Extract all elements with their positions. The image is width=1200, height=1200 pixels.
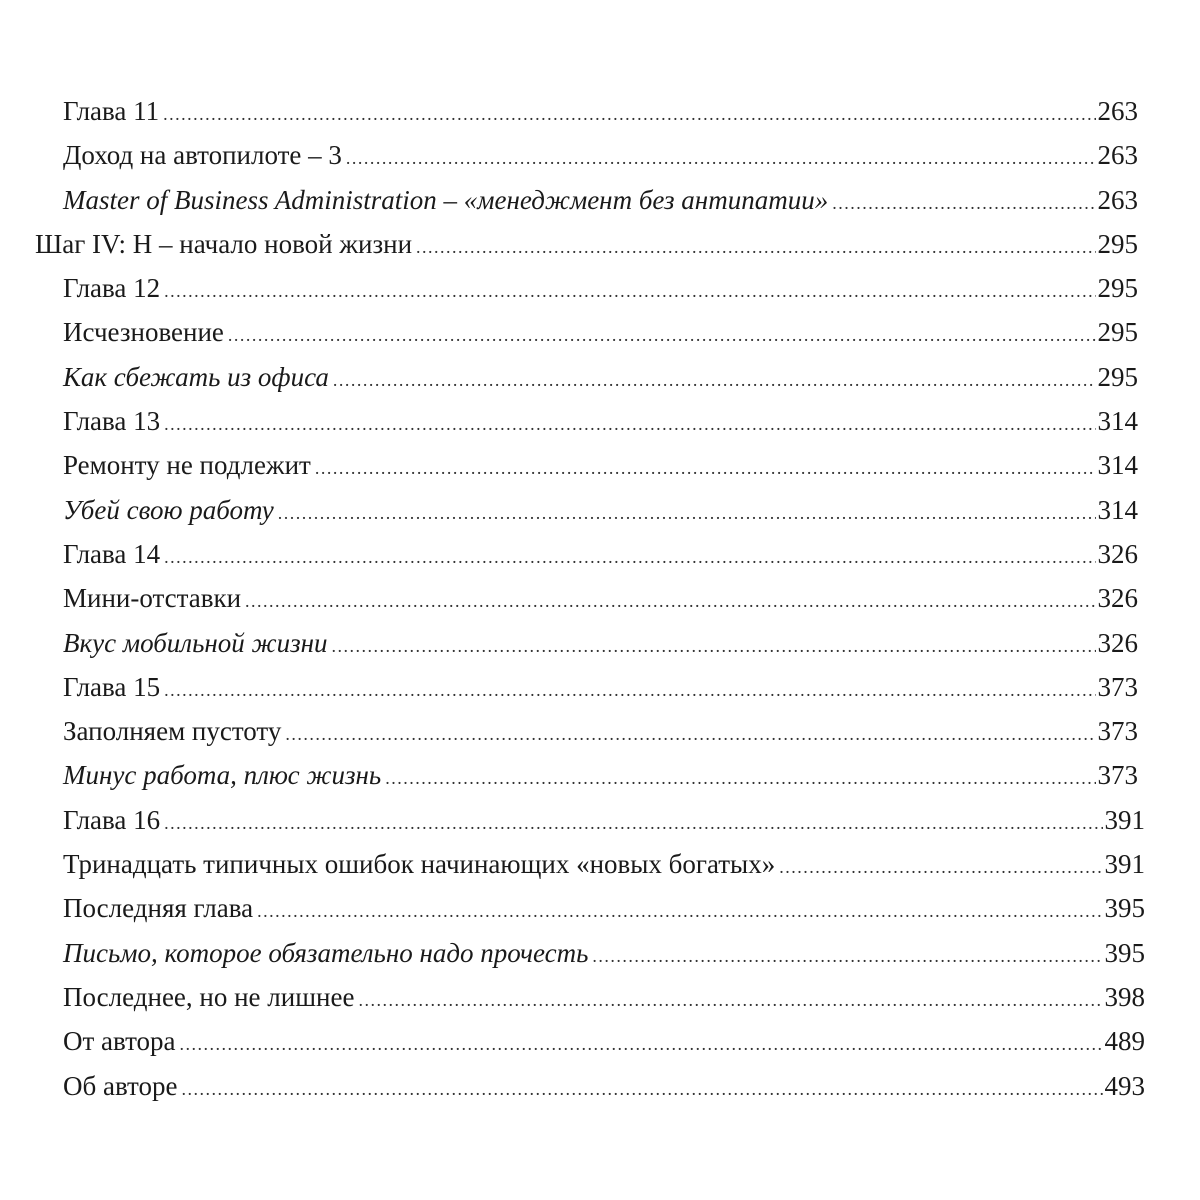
dot-leader [385, 756, 1095, 800]
dot-leader [278, 491, 1096, 535]
dot-leader [164, 668, 1095, 712]
toc-entry-title: Мини-отставки [63, 583, 242, 614]
toc-entry-title: Письмо, которое обязательно надо прочесть [63, 937, 589, 968]
toc-entry-title: Последняя глава [63, 893, 254, 924]
toc-entry-page-number: 391 [1104, 849, 1145, 880]
toc-entry-title: Тринадцать типичных ошибок начинающих «новых богатых» [63, 849, 776, 880]
toc-entry-title: Глава 16 [63, 804, 161, 835]
toc-entry-title: Как сбежать из офиса [63, 361, 329, 392]
dot-leader [181, 1067, 1102, 1111]
toc-entry-title: Ремонту не подлежит [63, 450, 311, 481]
toc-entry [0, 222, 1200, 266]
toc-entry [0, 753, 1200, 797]
dot-leader [592, 934, 1102, 978]
dot-leader [180, 1022, 1103, 1066]
dot-leader [332, 624, 1096, 668]
dot-leader [285, 712, 1095, 756]
toc-entry [0, 886, 1200, 930]
dot-leader [416, 225, 1095, 269]
toc-entry-title: Глава 14 [63, 538, 161, 569]
toc-entry-title: Об авторе [63, 1070, 178, 1101]
toc-entry [0, 443, 1200, 487]
toc-entry-title: Минус работа, плюс жизнь [63, 760, 382, 791]
toc-entry [0, 310, 1200, 354]
dot-leader [164, 535, 1095, 579]
toc-entry [0, 842, 1200, 886]
toc-entry-title: Вкус мобильной жизни [63, 627, 328, 658]
dot-leader [163, 92, 1095, 136]
toc-entry-page-number: 295 [1097, 228, 1138, 259]
toc-entry [0, 665, 1200, 709]
toc-entry-title: Заполняем пустоту [63, 716, 282, 747]
toc-entry-page-number: 398 [1104, 981, 1145, 1012]
toc-entry-page-number: 373 [1097, 760, 1138, 791]
toc-entry [0, 576, 1200, 620]
toc-entry-page-number: 263 [1097, 184, 1138, 215]
toc-entry-page-number: 326 [1097, 627, 1138, 658]
table-of-contents [0, 89, 1200, 1108]
toc-entry [0, 709, 1200, 753]
toc-entry-page-number: 314 [1097, 406, 1138, 437]
toc-entry [0, 1064, 1200, 1108]
toc-entry [0, 931, 1200, 975]
dot-leader [333, 358, 1096, 402]
toc-entry [0, 355, 1200, 399]
dot-leader [245, 579, 1095, 623]
dot-leader [228, 313, 1096, 357]
toc-entry-page-number: 395 [1104, 893, 1145, 924]
toc-entry-page-number: 314 [1097, 494, 1138, 525]
toc-entry-title: Глава 15 [63, 671, 161, 702]
toc-entry-title: Убей свою работу [63, 494, 274, 525]
toc-entry-title: Последнее, но не лишнее [63, 981, 355, 1012]
dot-leader [164, 402, 1095, 446]
toc-entry-title: Глава 12 [63, 273, 161, 304]
dot-leader [832, 181, 1095, 225]
toc-entry [0, 178, 1200, 222]
dot-leader [164, 269, 1095, 313]
toc-entry-page-number: 295 [1097, 273, 1138, 304]
toc-entry-page-number: 295 [1097, 361, 1138, 392]
toc-entry [0, 798, 1200, 842]
dot-leader [315, 446, 1096, 490]
toc-entry-title: Master of Business Administration – «менеджмент без антипатии» [63, 184, 829, 215]
dot-leader [358, 978, 1102, 1022]
toc-entry-page-number: 395 [1104, 937, 1145, 968]
toc-entry [0, 1019, 1200, 1063]
toc-entry [0, 266, 1200, 310]
toc-entry-page-number: 489 [1104, 1026, 1145, 1057]
toc-entry-title: От автора [63, 1026, 176, 1057]
toc-entry [0, 133, 1200, 177]
toc-entry [0, 532, 1200, 576]
dot-leader [779, 845, 1102, 889]
toc-entry [0, 89, 1200, 133]
toc-entry [0, 399, 1200, 443]
toc-entry-page-number: 373 [1097, 671, 1138, 702]
toc-entry-page-number: 263 [1097, 96, 1138, 126]
toc-entry-title: Доход на автопилоте – 3 [63, 140, 342, 171]
dot-leader [346, 136, 1096, 180]
toc-entry-page-number: 295 [1097, 317, 1138, 348]
toc-entry-page-number: 493 [1104, 1070, 1145, 1101]
toc-entry-title: Глава 11 [63, 96, 160, 126]
toc-entry-page-number: 314 [1097, 450, 1138, 481]
toc-entry-title: Глава 13 [63, 406, 161, 437]
dot-leader [164, 801, 1102, 845]
toc-entry [0, 488, 1200, 532]
toc-entry-page-number: 391 [1104, 804, 1145, 835]
toc-entry-page-number: 326 [1097, 583, 1138, 614]
toc-entry-page-number: 373 [1097, 716, 1138, 747]
toc-entry-title: Исчезновение [63, 317, 224, 348]
toc-entry-page-number: 263 [1097, 140, 1138, 171]
toc-entry [0, 621, 1200, 665]
toc-entry [0, 975, 1200, 1019]
dot-leader [257, 889, 1102, 933]
toc-entry-page-number: 326 [1097, 538, 1138, 569]
toc-entry-title: Шаг IV: Н – начало новой жизни [35, 228, 413, 259]
